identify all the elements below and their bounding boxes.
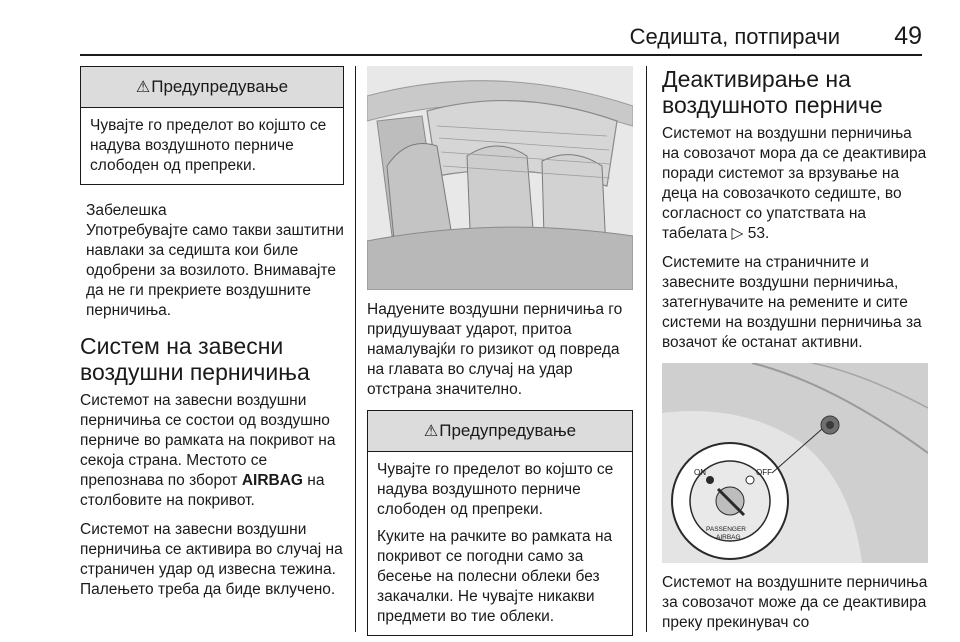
note-block — [86, 201, 344, 321]
triangle-right-icon: ▷ — [731, 225, 748, 242]
airbag-switch-drawing — [662, 363, 928, 563]
header-rule — [80, 54, 922, 56]
airbag-term: AIRBAG — [241, 472, 303, 489]
warning-text-2a: Чувајте го пределот во којшто се надува воздушното перниче слободен од препреки. — [377, 461, 614, 518]
warning-box — [80, 66, 344, 185]
page-number: 49 — [894, 22, 922, 50]
curtain-airbag-drawing — [367, 66, 633, 290]
note-text: Употребувајте само такви заштитни навлаки за седишта кои биле одобрени за возилото. Внимавајте да не ги прекриете воздушните перничиња. — [86, 222, 344, 319]
paragraph-deactivation-1: Системот на воздушни перничиња на совозачот мора да се деактивира поради системот за врзување на деца на совозачкото седиште, во согласност со упатствата на табелата ▷ 53. — [662, 125, 927, 242]
warning-text: Чувајте го пределот во којшто се надува воздушното перниче слободен од препреки. — [90, 117, 327, 174]
column-3 — [662, 66, 928, 642]
warning-triangle-icon: ⚠ — [135, 79, 151, 96]
switch-off-label: OFF — [756, 468, 772, 477]
warning-box-2 — [367, 410, 633, 636]
page-reference[interactable]: 53 — [747, 225, 766, 242]
warning-triangle-icon: ⚠ — [423, 423, 439, 440]
paragraph-deactivation-2: Системите на страничните и завесните воздушни перничиња, затегнувачите на ремените и сите системи на воздушни перничиња за возачот ќе останат активни. — [662, 254, 922, 351]
section-heading-curtain-airbags: Систем на завесни воздушни перничиња — [80, 333, 310, 385]
warning-header-2 — [368, 411, 632, 452]
paragraph-curtain-2: Системот на завесни воздушни перничиња се активира во случај на страничен удар од извесна тежина. Палењето треба да биде вклучено. — [80, 521, 343, 598]
switch-airbag-label: AIRBAG — [716, 534, 741, 541]
section-heading-deactivation: Деактивирање на воздушното перниче — [662, 66, 883, 118]
warning-body — [81, 108, 343, 184]
curtain-airbag-illustration — [367, 66, 633, 290]
column-divider-2 — [646, 66, 647, 632]
warning-title: Предупредување — [151, 77, 289, 96]
column-2 — [367, 66, 633, 636]
figure-caption-switch: Системот на воздушните перничиња за совозачот може да се деактивира преку прекинувач со — [662, 574, 928, 631]
warning-text-2b: Куките на рачките во рамката на покривот се погодни само за бесење на полесни облеки без закачалки. Не чувајте никакви предмети во тие облеки. — [377, 528, 613, 625]
running-header: Седишта, потпирачи — [629, 24, 840, 49]
warning-title-2: Предупредување — [439, 421, 577, 440]
airbag-switch-illustration — [662, 363, 928, 563]
warning-body-2 — [368, 452, 632, 635]
note-label: Забелешка — [86, 202, 167, 219]
figure-caption-curtain: Надуените воздушни перничиња го придушуваат ударот, притоа намалувајќи го ризикот од повреда на главата во случај на удар отстрана значително. — [367, 301, 623, 398]
column-1 — [80, 66, 344, 609]
switch-on-label: ON — [694, 468, 706, 477]
warning-header — [81, 67, 343, 108]
switch-passenger-label: PASSENGER — [706, 526, 746, 533]
column-divider-1 — [355, 66, 356, 632]
paragraph-curtain-1: Системот на завесни воздушни перничиња се состои од воздушно перниче во рамката на покривот на секоја страна. Местото се препознава по зборот AIRBAG на столбовите на покривот. — [80, 392, 336, 509]
